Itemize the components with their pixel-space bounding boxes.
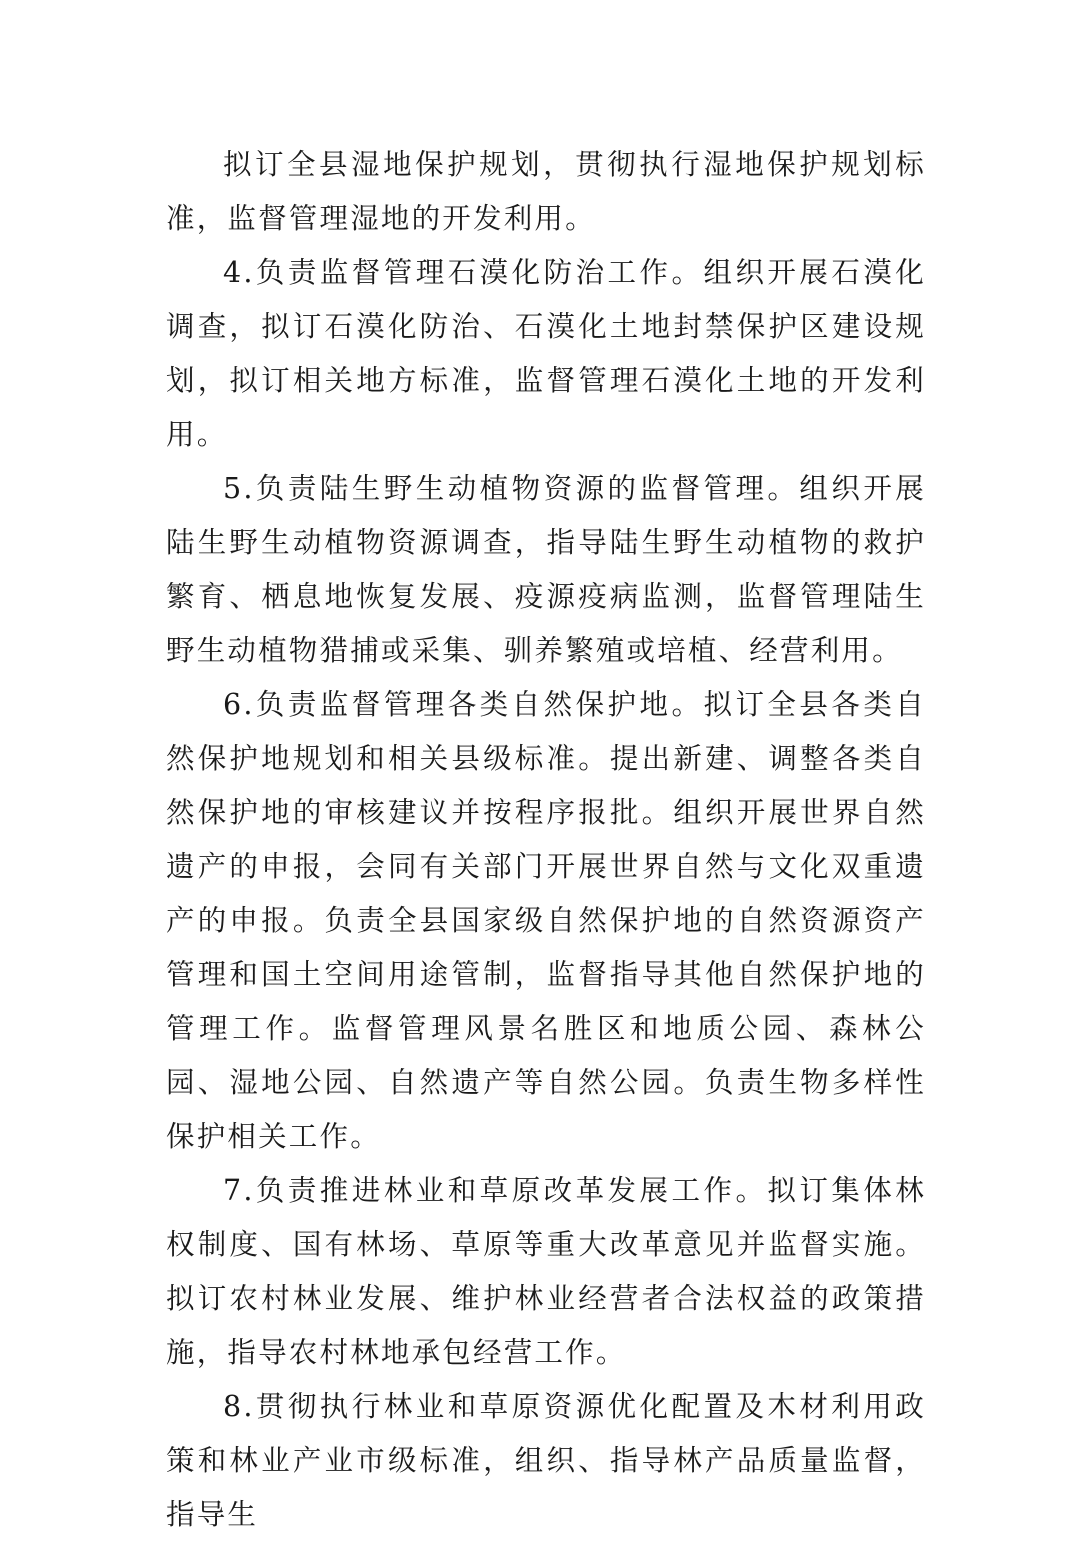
paragraph-item-6: 6.负责监督管理各类自然保护地。拟订全县各类自然保护地规划和相关县级标准。提出新建、调整各类自然保护地的审核建议并按程序报批。组织开展世界自然遗产的申报，会同有关部门开展世界自然与文化双重遗产的申报。负责全县国家级自然保护地的自然资源资产管理和国土空间用途管制，监督指导其他自然保护地的管理工作。监督管理风景名胜区和地质公园、森林公园、湿地公园、自然遗产等自然公园。负责生物多样性保护相关工作。 [166, 688, 926, 1153]
paragraph-wetland: 拟订全县湿地保护规划，贯彻执行湿地保护规划标准，监督管理湿地的开发利用。 [166, 148, 926, 235]
paragraph-item-4: 4.负责监督管理石漠化防治工作。组织开展石漠化调查，拟订石漠化防治、石漠化土地封禁保护区建设规划，拟订相关地方标准，监督管理石漠化土地的开发利用。 [166, 256, 926, 451]
document-body [166, 138, 926, 1542]
paragraph-item-5: 5.负责陆生野生动植物资源的监督管理。组织开展陆生野生动植物资源调查，指导陆生野生动植物的救护繁育、栖息地恢复发展、疫源疫病监测，监督管理陆生野生动植物猎捕或采集、驯养繁殖或培植、经营利用。 [166, 472, 926, 667]
paragraph-item-7: 7.负责推进林业和草原改革发展工作。拟订集体林权制度、国有林场、草原等重大改革意见并监督实施。拟订农村林业发展、维护林业经营者合法权益的政策措施，指导农村林地承包经营工作。 [166, 1174, 926, 1369]
paragraph-item-8: 8.贯彻执行林业和草原资源优化配置及木材利用政策和林业产业市级标准，组织、指导林产品质量监督，指导生 [166, 1390, 926, 1531]
